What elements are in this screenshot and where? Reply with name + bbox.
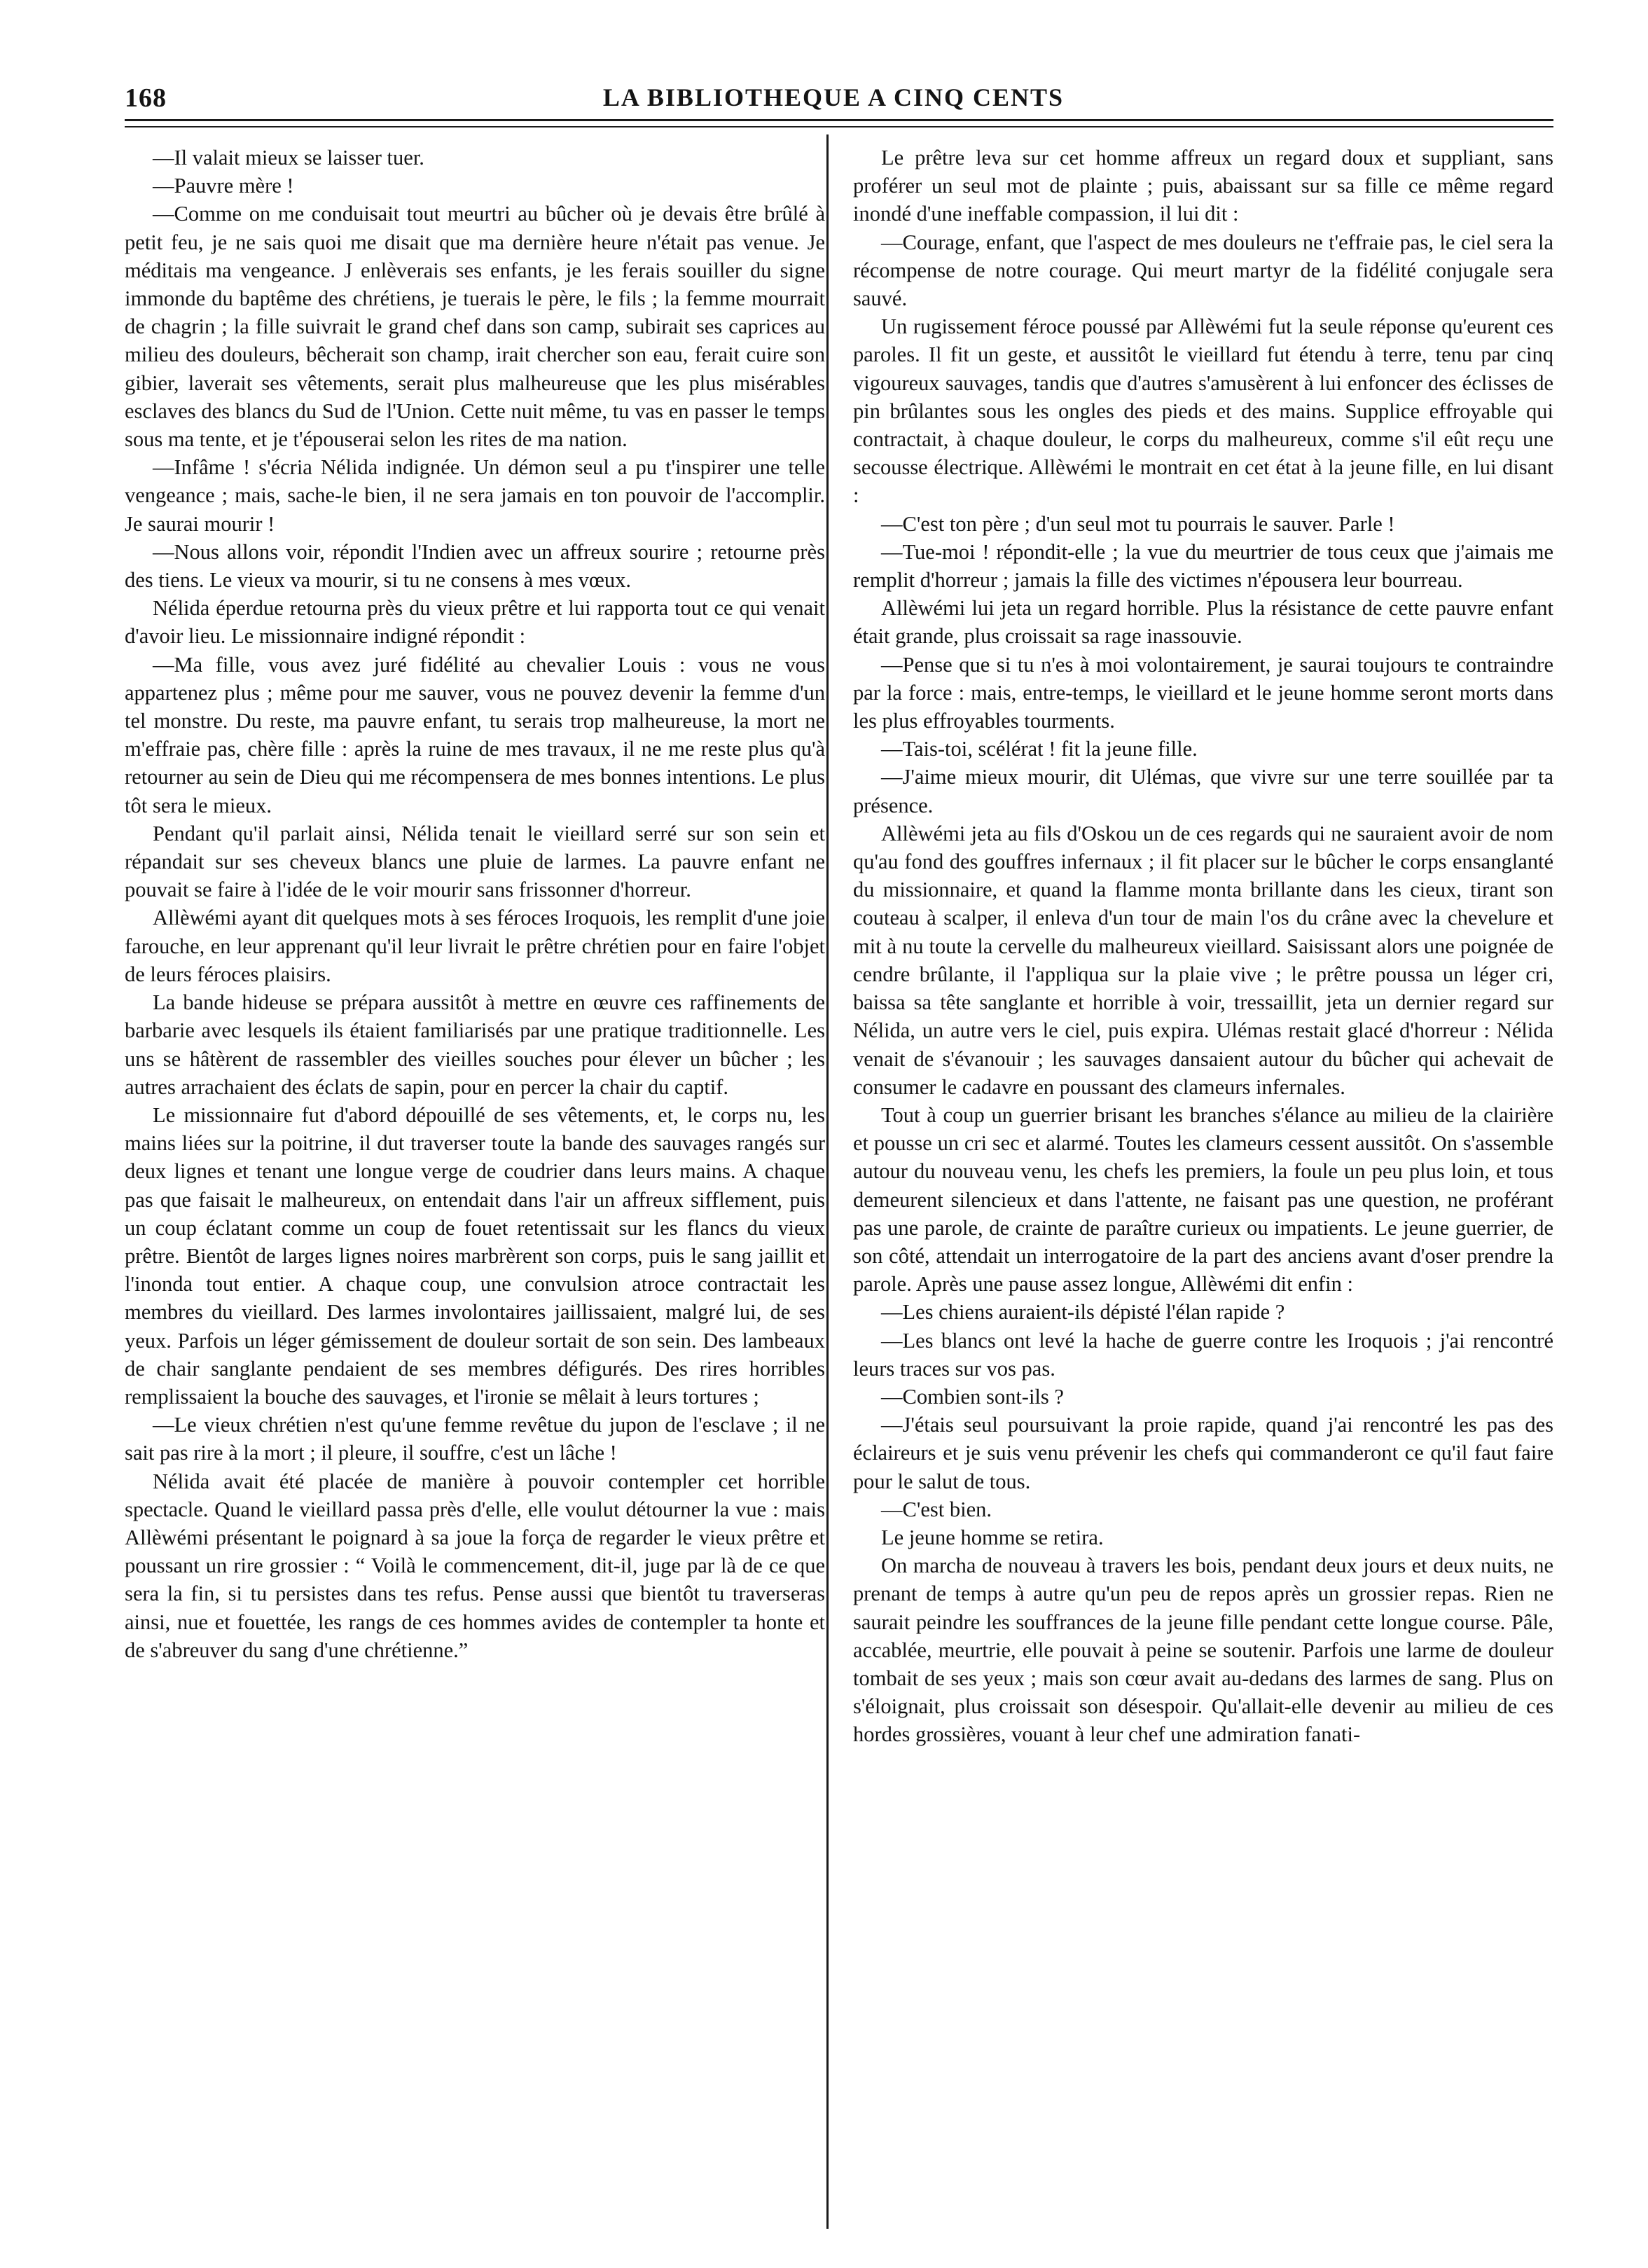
- page-number: 168: [125, 83, 167, 113]
- paragraph: Le prêtre leva sur cet homme affreux un regard doux et suppliant, sans proférer un seul mot de plainte ; puis, abaissant sur sa fille ce même regard inondé d'une ineffable compassion, il lui dit :: [853, 146, 1553, 226]
- column-divider: [826, 134, 829, 2229]
- paragraph: Nélida éperdue retourna près du vieux prêtre et lui rapporta tout ce qui venait d'avoir lieu. Le missionnaire indigné répondit :: [125, 596, 825, 649]
- paragraph: Un rugissement féroce poussé par Allèwémi fut la seule réponse qu'eurent ces paroles. Il fit un geste, et aussitôt le vieillard fut étendu à terre, tenu par cinq vigoureux sauvages, tandis que d'autres s'amusèrent à lui enfoncer des éclisses de pin brûlantes sous les ongles des pieds et des mains. Supplice effroyable qui contractait, à chaque douleur, le corps du malheureux, comme s'il eût reçu une secousse électrique. Allèwémi le montrait en cet état à la jeune fille, en lui disant :: [853, 314, 1553, 508]
- paragraph: Le missionnaire fut d'abord dépouillé de ses vêtements, et, le corps nu, les mains liées sur la poitrine, il dut traverser toute la bande des sauvages rangés sur deux lignes et tenant une longue verge de coudrier dans leurs mains. A chaque pas que faisait le malheureux, on entendait dans l'air un affreux sifflement, puis un coup éclatant comme un coup de fouet retentissait sur les flancs du vieux prêtre. Bientôt de larges lignes noires marbrèrent son corps, puis le sang jaillit et l'inonda tout entier. A chaque coup, une convulsion atroce contractait les membres du vieillard. Des larmes involontaires jaillissaient, malgré lui, de ses yeux. Parfois un léger gémissement de douleur sortait de son sein. Des lambeaux de chair sanglante pendaient de ses membres défigurés. Des rires horribles remplissaient la bouche des sauvages, et l'ironie se mêlait à leurs tortures ;: [125, 1102, 825, 1409]
- paragraph: Nélida avait été placée de manière à pouvoir contempler cet horrible spectacle. Quand le vieillard passa près d'elle, elle voulut détourner la vue : mais Allèwémi présentant le poignard à sa joue la força de regarder le vieux prêtre et poussant un rire grossier : “ Voilà le commencement, dit-il, juge par là de ce que sera la fin, si tu persistes dans tes refus. Pense aussi que bientôt tu traverseras ainsi, nue et fouettée, les rangs de ces hommes avides de contempler ta honte et de s'abreuver du sang d'une chrétienne.”: [125, 1469, 825, 1662]
- paragraph: Allèwémi lui jeta un regard horrible. Plus la résistance de cette pauvre enfant était grande, plus croissait sa rage inassouvie.: [853, 596, 1553, 649]
- paragraph: —Tais-toi, scélérat ! fit la jeune fille.: [881, 737, 1198, 761]
- paragraph: —Nous allons voir, répondit l'Indien avec un affreux sourire ; retourne près des tiens. Le vieux va mourir, si tu ne consens à mes vœux.: [125, 539, 825, 593]
- paragraph: —Infâme ! s'écria Nélida indignée. Un démon seul a pu t'inspirer une telle vengeance ; mais, sache-le bien, il ne sera jamais en ton pouvoir de l'accomplir. Je saurai mourir !: [125, 455, 825, 536]
- paragraph: —Combien sont-ils ?: [881, 1384, 1064, 1409]
- header-rule: [125, 119, 1553, 121]
- right-column: [853, 144, 1553, 2238]
- paragraph: —Comme on me conduisait tout meurtri au bûcher où je devais être brûlé à petit feu, je ne sais quoi me disait que ma dernière heure n'était pas venue. Je méditais ma vengeance. J enlèverais ses enfants, je les ferais souiller du signe immonde du baptême des chrétiens, je tuerais le père, le fils ; la femme mourrait de chagrin ; la fille suivrait le grand chef dans son camp, subirait ses caprices au milieu des douleurs, bêcherait son champ, irait chercher son eau, ferait cuire son gibier, laverait ses vêtements, serait plus malheureuse que les plus misérables esclaves des blancs du Sud de l'Union. Cette nuit même, tu vas en passer le temps sous ma tente, et je t'épouserai selon les rites de ma nation.: [125, 202, 825, 452]
- paragraph: Pendant qu'il parlait ainsi, Nélida tenait le vieillard serré sur son sein et répandait sur ses cheveux blancs une pluie de larmes. La pauvre enfant ne pouvait se faire à l'idée de le voir mourir sans frissonner d'horreur.: [125, 821, 825, 902]
- paragraph: Allèwémi ayant dit quelques mots à ses féroces Iroquois, les remplit d'une joie farouche, en leur apprenant qu'il leur livrait le prêtre chrétien pour en faire l'objet de leurs féroces plaisirs.: [125, 906, 825, 986]
- paragraph: —Pauvre mère !: [153, 174, 294, 198]
- paragraph: Le jeune homme se retira.: [881, 1525, 1104, 1549]
- paragraph: —C'est ton père ; d'un seul mot tu pourrais le sauver. Parle !: [881, 511, 1395, 536]
- paragraph: Tout à coup un guerrier brisant les branches s'élance au milieu de la clairière et pousse un cri sec et alarmé. Toutes les clameurs cessent aussitôt. On s'assemble autour du nouveau venu, les chefs les premiers, la foule un peu plus loin, et tous demeurent silencieux et dans l'attente, ne faisant pas une question, ne proférant pas une parole, de crainte de paraître curieux ou impatients. Le jeune guerrier, de son côté, attendait un interrogatoire de la part des anciens avant d'oser prendre la parole. Après une pause assez longue, Allèwémi dit enfin :: [853, 1102, 1553, 1297]
- paragraph: —Tue-moi ! répondit-elle ; la vue du meurtrier de tous ceux que j'aimais me remplit d'horreur ; jamais la fille des victimes n'épousera leur bourreau.: [853, 539, 1553, 593]
- paragraph: —Courage, enfant, que l'aspect de mes douleurs ne t'effraie pas, le ciel sera la récompense de notre courage. Qui meurt martyr de la fidélité conjugale sera sauvé.: [853, 230, 1553, 311]
- paragraph: La bande hideuse se prépara aussitôt à mettre en œuvre ces raffinements de barbarie avec lesquels ils étaient familiarisés par une pratique traditionnelle. Les uns se hâtèrent de rassembler des vieilles souches pour élever un bûcher ; les autres arrachaient des éclats de sapin, pour en percer la chair du captif.: [125, 990, 825, 1099]
- paragraph: —Il valait mieux se laisser tuer.: [153, 146, 424, 170]
- paragraph: —Ma fille, vous avez juré fidélité au chevalier Louis : vous ne vous appartenez plus ; même pour me sauver, vous ne pouvez devenir la femme d'un tel monstre. Du reste, ma pauvre enfant, tu serais trop malheureuse, la mort ne m'effraie pas, chère fille : après la ruine de mes travaux, il ne me reste plus qu'à retourner au sein de Dieu qui me récompensera de mes bonnes intentions. Le plus tôt sera le mieux.: [125, 652, 825, 817]
- running-title: LA BIBLIOTHEQUE A CINQ CENTS: [602, 83, 1065, 111]
- paragraph: —J'étais seul poursuivant la proie rapide, quand j'ai rencontré les pas des éclaireurs et je suis venu prévenir les chefs qui commanderont ce qu'il faut faire pour le salut de tous.: [853, 1413, 1553, 1493]
- paragraph: —Pense que si tu n'es à moi volontairement, je saurai toujours te contraindre par la force : mais, entre-temps, le vieillard et le jeune homme seront morts dans les plus effroyables tourments.: [853, 652, 1553, 733]
- left-column: [125, 144, 825, 2238]
- paragraph: On marcha de nouveau à travers les bois, pendant deux jours et deux nuits, ne prenant de temps à autre qu'un peu de repos après un grossier repas. Rien ne saurait peindre les souffrances de la jeune fille pendant cette longue course. Pâle, accablée, meurtrie, elle pouvait à peine se soutenir. Parfois une larme de douleur tombait de ses yeux ; mais son cœur avait au-dedans des larmes de sang. Plus on s'éloignait, plus croissait son désespoir. Qu'allait-elle devenir au milieu de ces hordes grossières, vouant à leur chef une admiration fanati-: [853, 1554, 1553, 1747]
- header-rule-thin: [125, 126, 1553, 127]
- paragraph: —Le vieux chrétien n'est qu'une femme revêtue du jupon de l'esclave ; il ne sait pas rire à la mort ; il pleure, il souffre, c'est un lâche !: [125, 1413, 825, 1465]
- paragraph: —Les chiens auraient-ils dépisté l'élan rapide ?: [881, 1300, 1285, 1325]
- paragraph: —J'aime mieux mourir, dit Ulémas, que vivre sur une terre souillée par ta présence.: [853, 765, 1553, 817]
- paragraph: Allèwémi jeta au fils d'Oskou un de ces regards qui ne sauraient avoir de nom qu'au fond des gouffres infernaux ; il fit placer sur le bûcher le corps ensanglanté du missionnaire, et quand la flamme monta brillante dans les cieux, tirant son couteau à scalper, il enleva d'un tour de main l'os du crâne avec la chevelure et mit à nu toute la cervelle du malheureux vieillard. Saisissant alors une poignée de cendre brûlante, il l'appliqua sur la plaie vive ; le prêtre poussa un léger cri, baissa sa tête sanglante et horrible à voir, tressaillit, jeta un dernier regard sur Nélida, un autre vers le ciel, puis expira. Ulémas restait glacé d'horreur : Nélida venait de s'évanouir ; les sauvages dansaient autour du bûcher qui achevait de consumer le cadavre en poussant des clameurs infernales.: [853, 821, 1553, 1099]
- paragraph: —Les blancs ont levé la hache de guerre contre les Iroquois ; j'ai rencontré leurs traces sur vos pas.: [853, 1328, 1553, 1381]
- paragraph: —C'est bien.: [881, 1497, 992, 1521]
